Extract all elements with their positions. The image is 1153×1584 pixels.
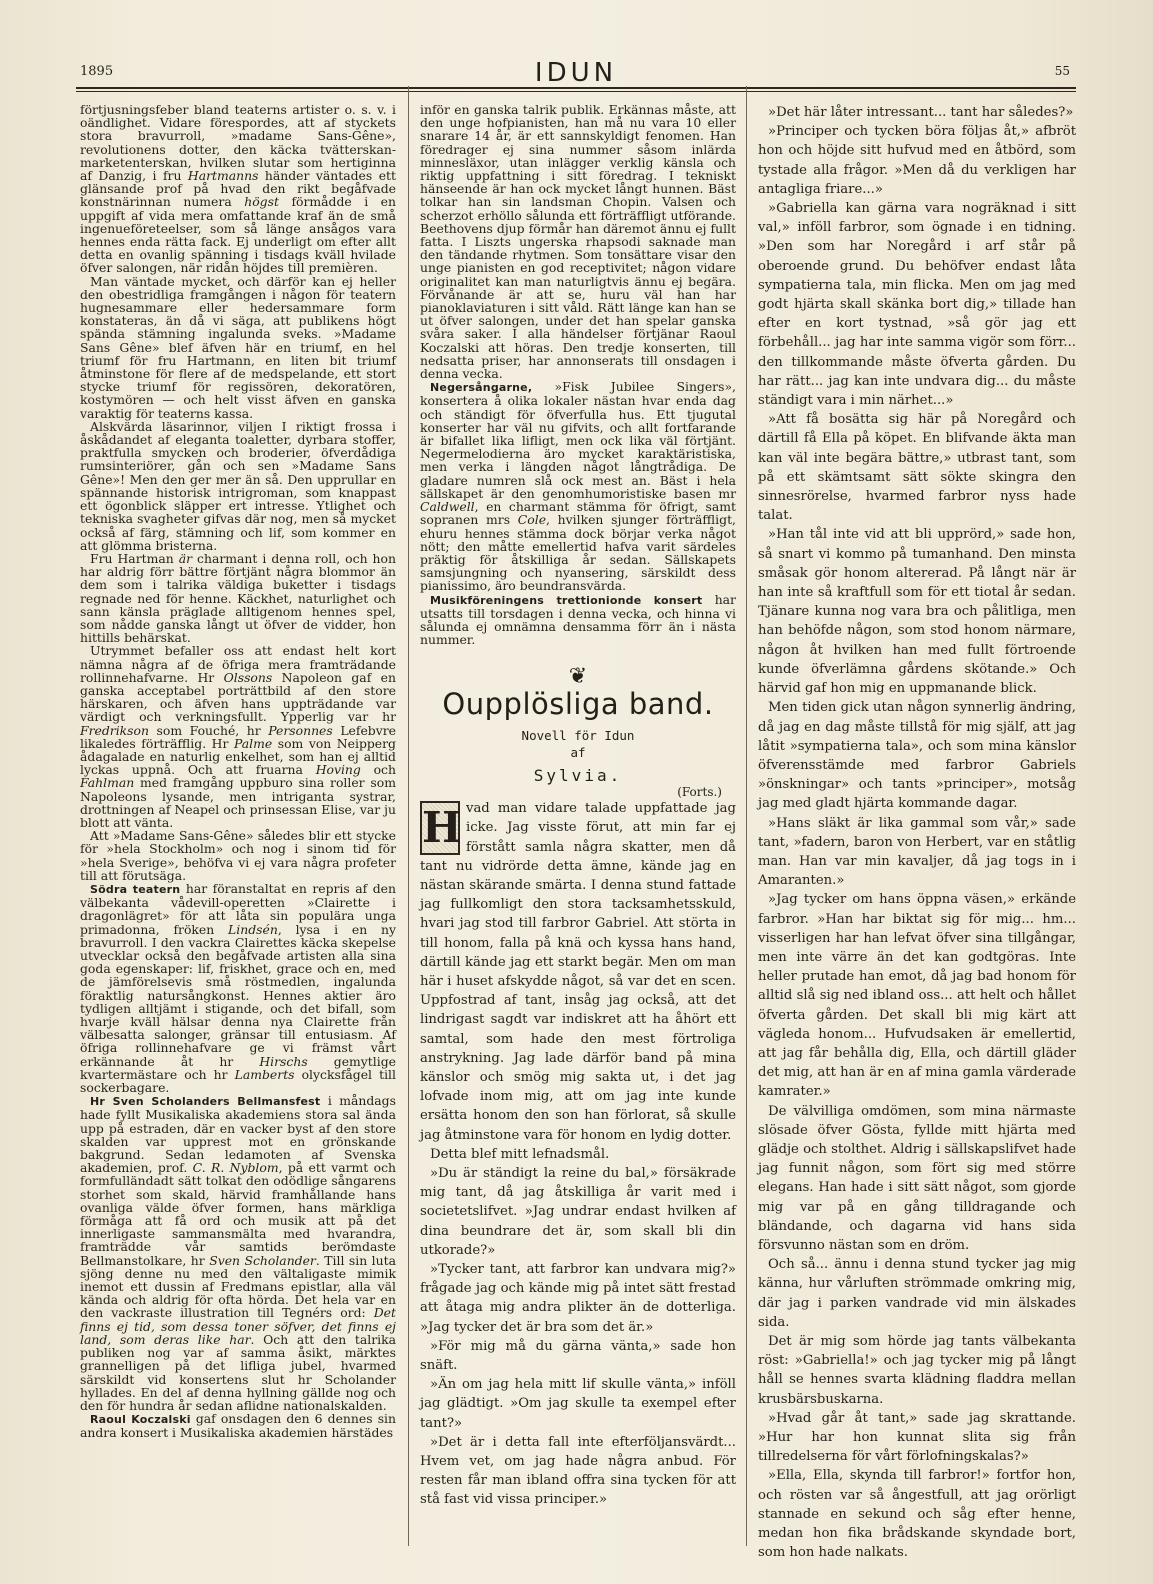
story-paragraph: »Att få bosätta sig här på Noregård och därtill få Ella på köpet. En blifvande äkta man kan väl inte begära bättre,» utbrast tant, som på ett skämtsamt sätt sökte skingra den sinnesrörelse, hvarmed farbror nyss hade talat. <box>758 412 1076 524</box>
theatre-review-paragraph: Utrymmet befaller oss att endast helt kort nämna några af de öfriga mera framträdande rollinnehafvarne. Hr Olssons Napoleon gaf en ganska acceptabel porträttbild af den store härskaren, och äfven hans uppträdande var värdigt och verkningsfullt. Ypperlig var hr Fredrikson som Fouché, hr Personnes Lefebvre likaledes förträfflig. Hr Palme som von Neipperg ådagalade en naturlig enkelhet, som han ej alltid lyckas uppnå. Och att fruarna Hoving och Fahlman med framgång uppburo sina roller som Napoleons lysande, men intriganta systrar, drottningen af Neapel och prinsessan Elise, var ju blott att vänta. <box>80 643 396 830</box>
story-body <box>420 799 736 1510</box>
negersangarne-paragraph: Negersångarne, »Fisk Jubilee Singers», konsertera å olika lokaler nästan hvar enda dag och ständigt för öfverfulla hus. Ett tjugutal konserter har väl nu gifvits, och allt fortfarande är bifallet lika lifligt, men ock lika väl förtjänt. Negermelodierna äro mycket karaktäristiska, men verka i längden något långtrådiga. De gladare numren slå ock mest an. Bäst i hela sällskapet är den genomhumoristiske basen mr Caldwell, en charmant stämma för öfrigt, samt sopranen mrs Cole, hvilken sjunger förträffligt, ehuru hennes stämma dock börjar verka något nött; den måtte emellertid hafva varit särdeles präktig för åtskilliga år sedan. Sällskapets samsjungning och nyansering, särskildt dess pianissimo, äro beundransvärda. <box>420 379 736 594</box>
column-2 <box>420 103 736 1543</box>
story-title: Oupplösliga band. <box>442 686 714 721</box>
story-paragraph: »Det är i detta fall inte efterföljansvärdt... Hvem vet, om jag hade några anbud. För resten får man ibland offra sina tycken för att stå fast vid vissa principer.» <box>420 1434 736 1508</box>
story-paragraph: Det är mig som hörde jag tants välbekanta röst: »Gabriella!» och jag tycker mig på långt håll se hennes svarta klädning fladdra mellan krusbärsbuskarna. <box>758 1334 1076 1407</box>
floral-ornament-icon: ❦ <box>568 664 588 690</box>
header-rule-thin <box>76 91 1076 92</box>
story-paragraph: Detta blef mitt lefnadsmål. <box>430 1146 610 1162</box>
theatre-review-paragraph: Att »Madame Sans-Gêne» således blir ett stycke för »hela Stockholm» och nog i sinom tid för »hela Sverige», behöfva vi ej vara några profeter till att förutsäga. <box>80 828 396 883</box>
bellmansfest-paragraph: Hr Sven Scholanders Bellmansfest i måndags hade fyllt Musikaliska akademiens stora sal ända upp på estraden, där en vacker byst af den store skalden var upprest mot en grönskande bakgrund. Sedan ledamoten af Svenska akademien, prof. C. R. Nyblom, på ett varmt och formfulländadt sätt tolkat den odödlige sångarens storhet som skald, härvid framhållande hans ovanliga välde öfver formen, hans märkliga förmåga att få ord och musik att på det innerligaste sammansmälta med hvarandra, framträdde vår samtids berömdaste Bellmanstolkare, hr Sven Scholander. Till sin luta sjöng denne nu med den vältaligaste mimik inemot ett dussin af Fredmans epistlar, alla väl kända och aldrig för ofta hörda. Det hela var en den vackraste illustration till Tegnérs ord: Det finns ej tid, som dessa toner söfver, det finns ej land, som deras like har. Och att den talrika publiken nog var af samma åsikt, märktes grannelligen på det lifliga jubel, hvarmed särskildt vid konsertens slut hr Scholander hyllades. En del af denna hyllning gällde nog och den för hundra år sedan aflidne nationalskalden. <box>80 1093 396 1413</box>
continued-note: (Forts.) <box>677 784 722 799</box>
story-author: Sylvia. <box>533 765 623 785</box>
drop-cap-letter: H <box>420 801 460 855</box>
koczalski-paragraph-cont: inför en ganska talrik publik. Erkännas måste, att den unge hofpianisten, han må nu vara 10 eller snarare 14 år, är ett sannskyldigt fenomen. Han föredrager ej sina nummer såsom inlärda minnesläxor, utan inlägger verklig känsla och riktig uppfattning i sitt föredrag. I tekniskt hänseende är han ock mycket långt hunnen. Bäst tolkar han sin landsman Chopin. Valsen och scherzot erhöllo sålunda ett förträffligt utförande. Beethovens djup förmår han däremot ännu ej fullt fatta. I Liszts ungerska rhapsodi saknade man den tändande rhytmen. Som tonsättare visar den unge pianisten en god receptivitet; någon vidare originalitet kan man naturligtvis ännu ej begära. Förvånande är att se, huru väl han har pianoklaviaturen i sitt våld. Rätt länge kan han se ut öfver salongen, under det han spelar ganska svåra saker. I alla händelser förtjänar Raoul Koczalski att höras. Den tredje konserten, till nedsatta priser, har annonserats till onsdagen i denna vecka. <box>420 102 736 382</box>
story-paragraph: »Principer och tycken böra följas åt,» afbröt hon och höjde sitt hufvud med en åtbörd, som tystade alla frågor. »Men då du verkligen har antagliga friare...» <box>758 124 1076 197</box>
musikforeningen-paragraph: Musikföreningens trettionionde konsert har utsatts till torsdagen i denna vecka, och hinna vi sålunda ej omnämna densamma förr än i nästa nummer. <box>420 591 736 648</box>
masthead-title: IDUN <box>534 58 618 88</box>
theatre-review-paragraph: Alskvärda läsarinnor, viljen I riktigt frossa i åskådandet af eleganta toaletter, dyrbara stoffer, praktfulla smycken och broderier, öfverdådiga rumsinteriörer, gån och sen »Madame Sans Gêne»! Men den ger mer än så. Den upprullar en spännande historisk intrigroman, som knappast ett ögonblick släpper ert intresse. Ytlighet och tekniska svagheter gifvas där nog, men så mycket också af färg, stämning och lif, som kommer en att glömma bristerna. <box>80 418 396 553</box>
page-number: 55 <box>1054 64 1070 78</box>
story-paragraph: Och så... ännu i denna stund tycker jag mig känna, hur vårluften strömmade omkring mig, där jag i parken vandrade vid min älskades sida. <box>758 1257 1076 1330</box>
column-3 <box>758 103 1076 1561</box>
column-divider-left <box>408 86 409 1546</box>
story-paragraph: »Hans släkt är lika gammal som vår,» sade tant, »fadern, baron von Herbert, var en ståtlig man. Han var min kavaljer, då jag togs in i Amaranten.» <box>758 815 1076 889</box>
story-paragraph: »För mig må du gärna vänta,» sade hon snäft. <box>420 1338 736 1374</box>
theatre-review-paragraph: förtjusningsfeber bland teaterns artister o. s. v. i oändlighet. Vidare förespordes, att af styckets stora bravurroll, »madame Sans-Gêne», revolutionens dotter, den käcka tvätterskan- marketenterskan, hvilken slutar som hertiginna af Danzig, i fru Hartmanns händer väntades ett glänsande prof på hvad den rikt begåfvade konstnärinnan numera högst förmådde i en uppgift af vida mera omfattande kraf än de små ingenueföreteelser, som så länge ansågos vara hennes enda rätta fack. Ej underligt om efter allt detta en ovanlig spänning i tisdags kväll hvilade öfver salongen, när ridån höjdes till premièren. <box>80 102 396 276</box>
header-rule <box>76 87 1076 89</box>
story-paragraph: »Än om jag hela mitt lif skulle vänta,» inföll jag glädtigt. »Om jag skulle ta exempel efter tant?» <box>420 1377 736 1431</box>
story-subtitle: Novell för Idun <box>521 727 635 743</box>
story-paragraph: »Gabriella kan gärna vara nogräknad i sitt val,» inföll farbror, som ögnade i en tidning. »Den som har Noregård i arf står på oberoende grund. Du behöfver endast låta sympatierna tala, min flicka. Men om jag med godt hjärta skall skänka bort dig,» tillade han efter en kort tystnad, »så gör jag ett förbehåll... jag har inte samma vigör som förr... den tillkommande måste öfverta gården. Du har rätt... jag kan inte undvara dig... du måste ständigt vara i min närhet...» <box>758 201 1076 409</box>
story-paragraph: H vad man vidare talade uppfattade jag icke. Jag visste förut, att min far ej förstått samla några skatter, men då tant nu vidrörde detta ämne, kände jag en nästan skärande smärta. I denna stund fattade jag fullkomligt den stora tacksamhetsskuld, hvari jag stod till farbror Gabriel. Att störta in till honom, falla på knä och kyssa hans hand, därtill kände jag ett starkt begär. Men om man här i huset afskydde något, så var det en scen. Uppfostrad af tant, insåg jag också, att det lindrigast sagdt var indiskret att ha åhört ett samtal, som hade den mest förtroliga anstrykning. Jag lade därför band på mina känslor och smög mig sakta ut, i det jag lofvade inom mig, att om jag inte kunde ersätta honom den son han förlorat, så skulle jag åtminstone vara för honom en lydig dotter. <box>420 801 736 1143</box>
story-paragraph: »Det här låter intressant... tant har således?» <box>768 105 1074 120</box>
theatre-review-paragraph: Man väntade mycket, och därför kan ej heller den obestridliga framgången i någon för teatern hugnesammare eller hedersammare form konstateras, än då vi säga, att publikens högt spända stämning ingalunda sveks. »Madame Sans Gêne» blef äfven här en triumf, en hel triumf för fru Hartmann, en liten bit triumf åtminstone för flere af de medspelande, ett stort stycke triumf för regissören, dekoratören, kostymören — och helt visst äfven en ganska varaktig för teaterns kassa. <box>80 273 396 421</box>
column-divider-right <box>746 86 747 1546</box>
story-paragraph: De välvilliga omdömen, som mina närmaste slösade öfver Gösta, fyllde mitt hjärta med glädje och stolthet. Aldrig i sällskapslifvet hade jag funnit någon, som fört sig med större elegans. Han hade i sitt sätt något, som gjorde mig var på en gång tilldragande och bländande, och dagarna vid hans sida försvunno nästan som en dröm. <box>758 1103 1076 1253</box>
page-header <box>76 58 1076 92</box>
koczalski-paragraph: Raoul Koczalski gaf onsdagen den 6 dennes sin andra konsert i Musikaliska akademien härstädes <box>80 1411 396 1441</box>
story-paragraph: »Du är ständigt la reine du bal,» försäkrade mig tant, då jag åtskilliga år varit med i societetslifvet. »Jag undrar endast hvilken af dina beundrare det är, som skall bli din utkorade?» <box>420 1166 736 1258</box>
story-paragraph: »Tycker tant, att farbror kan undvara mig?» frågade jag och kände mig på intet sätt frestad att åtaga mig andra plikter än de dotterliga. »Jag tycker det är bra som det är.» <box>420 1262 736 1335</box>
story-paragraph: »Ella, Ella, skynda till farbror!» fortfor hon, och rösten var så ångestfull, att jag orörligt stannade en sekund och såg efter henne, medan hon fika brådskande skyndade bort, som hon hade nalkats. <box>758 1468 1076 1561</box>
story-subtitle-af: af <box>570 744 586 760</box>
story-paragraph: »Hvad går åt tant,» sade jag skrattande. »Hur har hon kunnat slita sig från tillredelserna för vårt förlofningskalas?» <box>758 1410 1076 1465</box>
story-paragraph: »Han tål inte vid att bli upprörd,» sade hon, så snart vi kommo på tumanhand. Den minsta småsak gör honom altererad. På långt när är han inte så kraftfull som för ett tiotal år sedan. Tjänare kunna nog vara bra och pålitliga, men han behöfde någon, som stod honom närmare, någon åt hvilken han med fullt förtroende kunde öfverlämna gårdens skötande.» Och härvid gaf hon mig en uppmanande blick. <box>758 527 1076 697</box>
sodra-teatern-paragraph: Södra teatern har föranstaltat en repris af den välbekanta vådevill-operetten »Clairette i dragonlägret» för att låta sin populära unga primadonna, fröken Lindsén, lysa i en ny bravurroll. I den vackra Clairettes käcka skepelse utvecklar också den begåfvade artisten alla sina goda egenskaper: lif, friskhet, grace och en, med de jämförelsevis små röstmedlen, ingalunda föraktlig natursångkonst. Hennes aktier äro tydligen alltjämt i stigande, och det bifall, som hvarje kväll hälsar denna nya Clairette från välbesatta salonger, gränsar till entusiasm. Af öfriga rollinnehafvare ge vi främst vårt erkännande åt hr Hirschs gemytlige kvartermästare och hr Lamberts olycksfågel till sockerbagare. <box>80 880 396 1096</box>
theatre-review-paragraph: Fru Hartman är charmant i denna roll, och hon har aldrig förr bättre förtjänt några blommor än dem som i talrika väldiga buketter i tisdags regnade ned för henne. Käckhet, naturlighet och sann känsla präglade alltigenom hennes spel, som nådde ganska långt ut öfver de vidder, hon hittills behärskat. <box>80 550 396 646</box>
story-paragraph: Men tiden gick utan någon synnerlig ändring, då jag en dag måste tillstå för mig själf, att jag låtit »sympatierna tala», och som mina känslor öfverensstämde med farbror Gabriels »önskningar» och tants »principer», motsåg jag med gladt hjärta kommande dagar. <box>758 700 1076 812</box>
column-1 <box>80 103 396 1543</box>
story-paragraph: »Jag tycker om hans öppna väsen,» erkände farbror. »Han har biktat sig för mig... hm... visserligen har han lefvat öfver sina tillgångar, men inte värre än det kan godtgöras. Inte heller prutade han emot, då jag bad honom för alltid slå sig ned ibland oss... att helt och hållet öfverta gården. Det skall bli mig kärt att vägleda honom... Hufvudsaken är emellertid, att jag får behålla dig, Ella, och därtill gläder det mig, att han är en af mina gamla värderade kamrater.» <box>758 892 1076 1100</box>
header-year: 1895 <box>80 64 114 79</box>
